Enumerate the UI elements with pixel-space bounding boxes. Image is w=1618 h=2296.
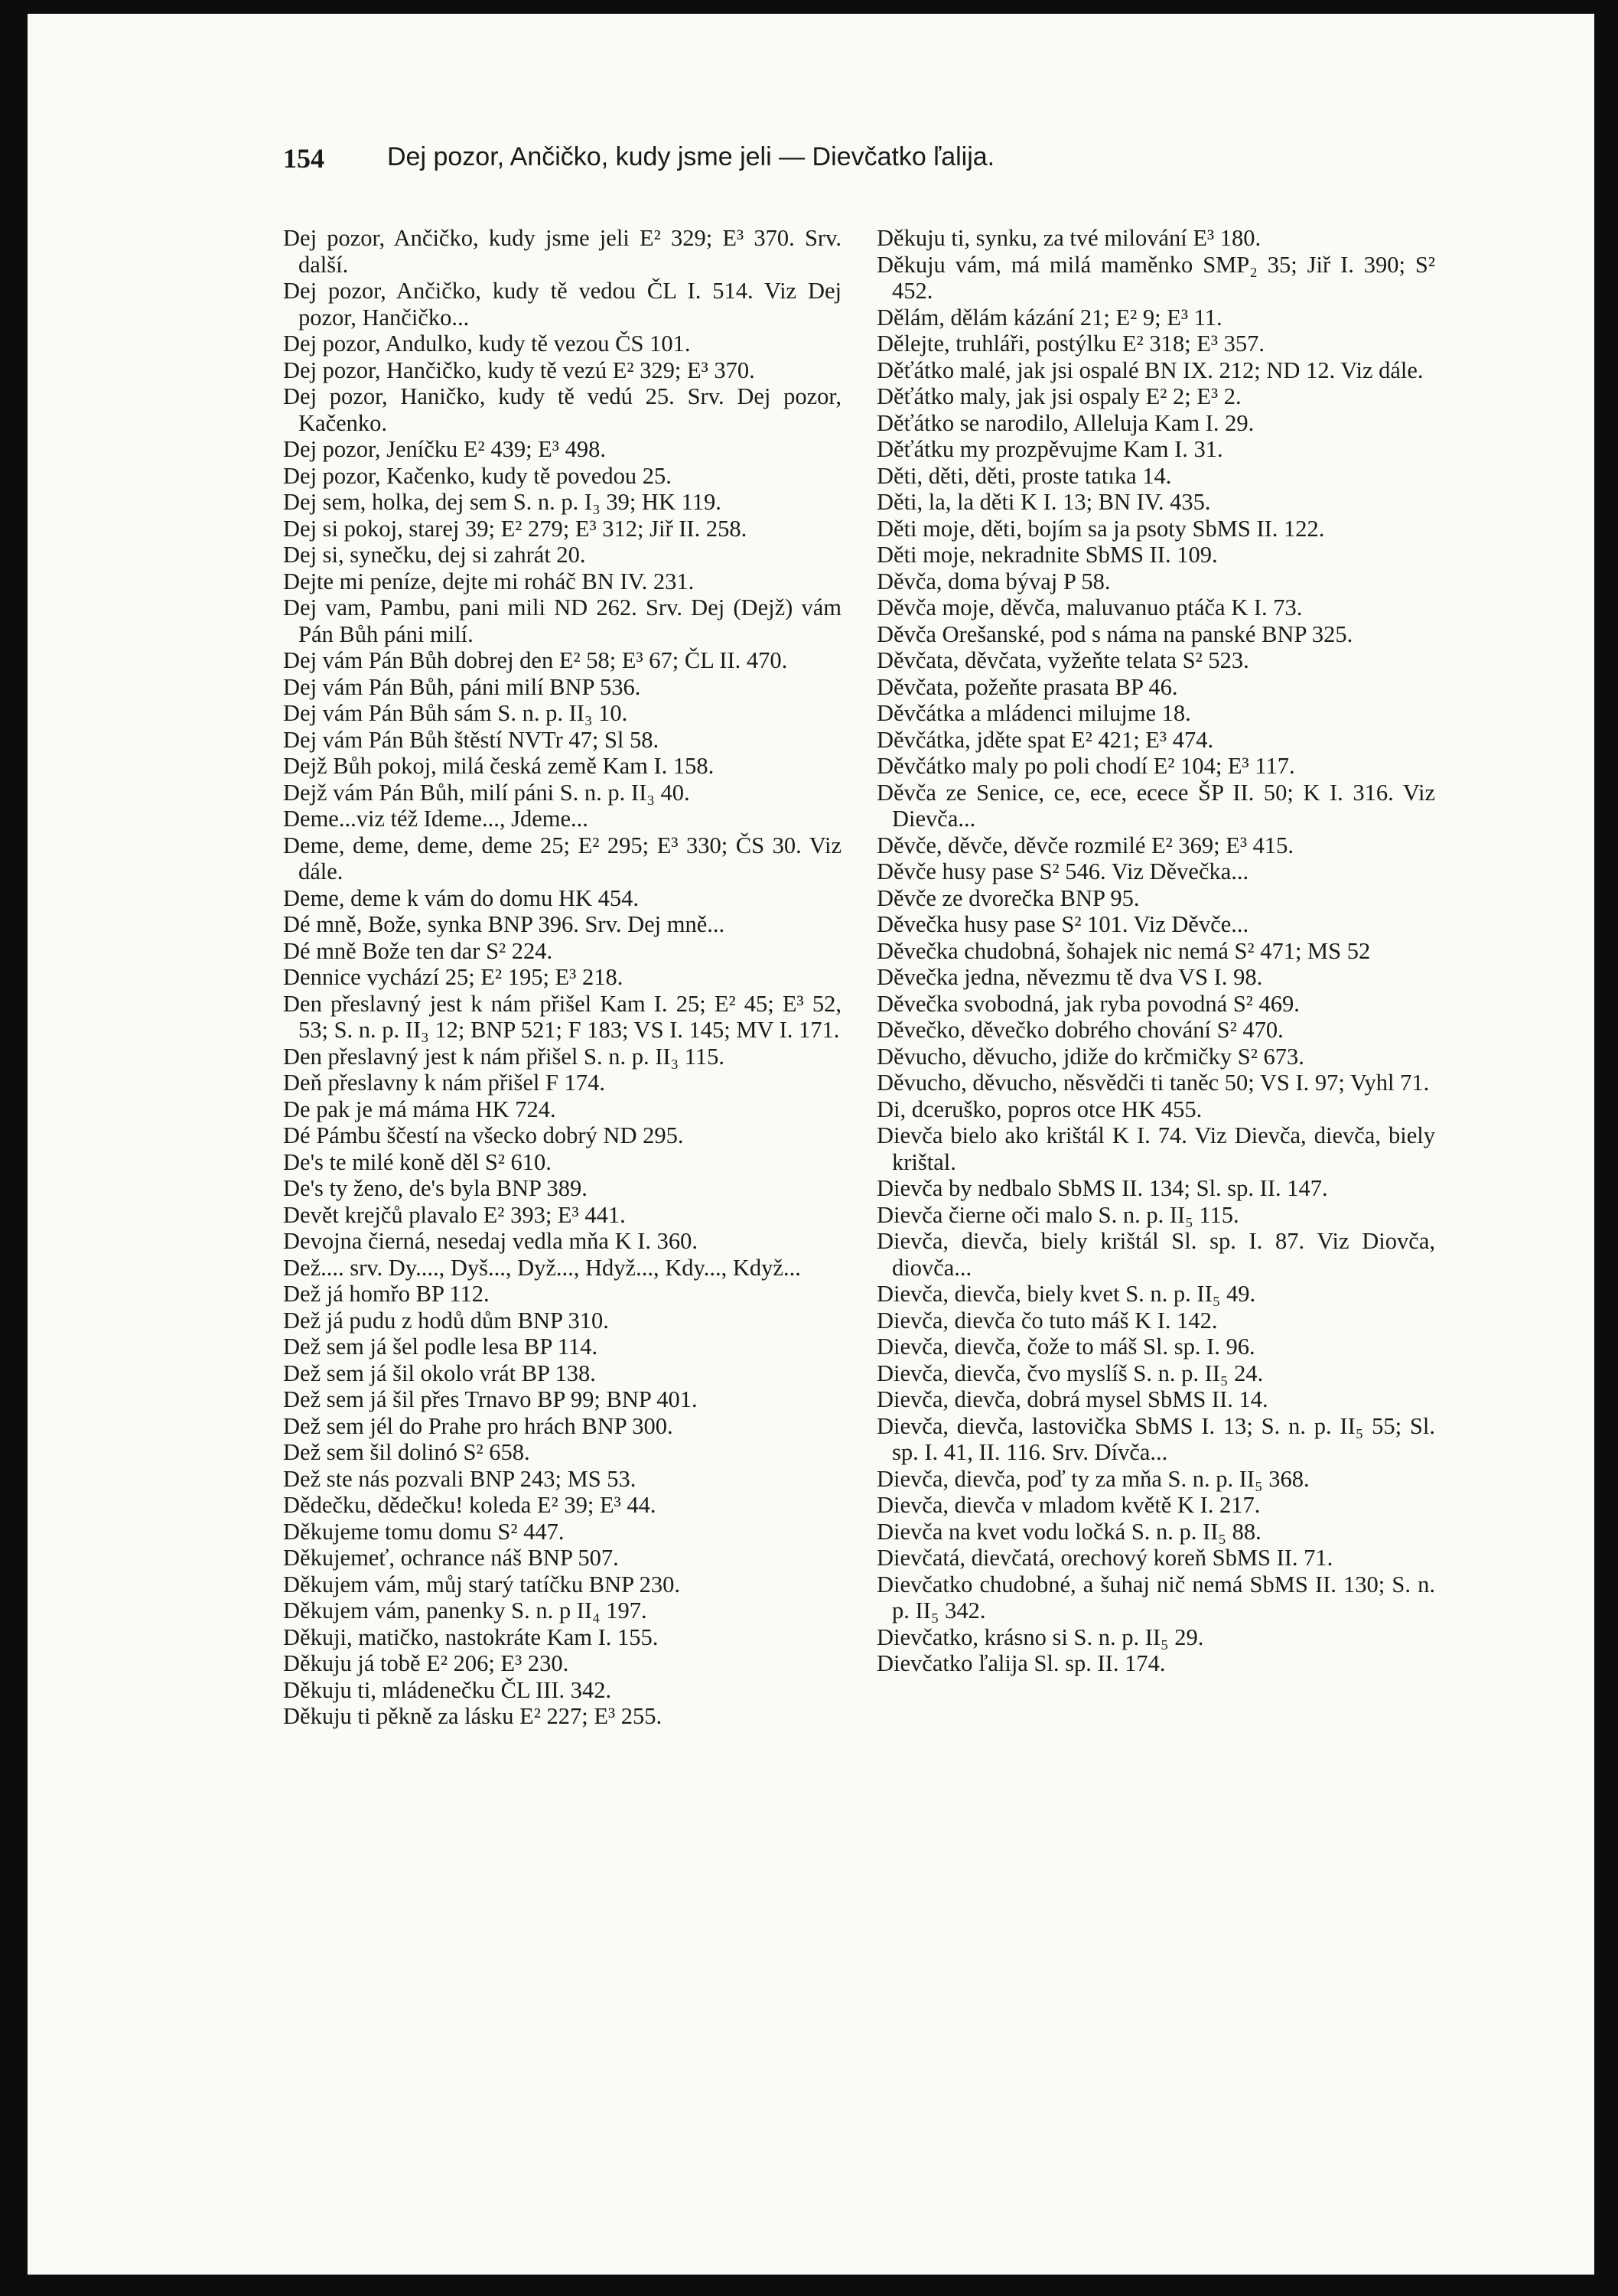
index-entry: Den přeslavný jest k nám přišel Kam I. 25; E² 45; E³ 52, 53; S. n. p. II₃ 12; BNP 521; F 183; VS I. 145; MV I. 171. xyxy=(283,990,842,1043)
index-entry: Dievča by nedbalo SbMS II. 134; Sl. sp. II. 147. xyxy=(877,1175,1328,1201)
index-entry: De's ty ženo, de's byla BNP 389. xyxy=(283,1175,588,1201)
index-entry: Dej vám Pán Bůh dobrej den E² 58; E³ 67; ČL II. 470. xyxy=(283,647,788,673)
index-entry: Dé mně Bože ten dar S² 224. xyxy=(283,937,553,964)
index-entry: Děti moje, nekradnite SbMS II. 109. xyxy=(877,542,1218,568)
index-entry: Dej pozor, Hančičko, kudy tě vezú E² 329; E³ 370. xyxy=(283,357,755,383)
index-entry: Dědečku, dědečku! koleda E² 39; E³ 44. xyxy=(283,1492,656,1518)
index-entry: Děkujem vám, panenky S. n. p II₄ 197. xyxy=(283,1597,647,1623)
index-entry: Děvečka jedna, něvezmu tě dva VS I. 98. xyxy=(877,964,1263,990)
index-entry: Děvče husy pase S² 546. Viz Děvečka... xyxy=(877,858,1249,884)
index-entry: Dej pozor, Haničko, kudy tě vedú 25. Srv. Dej pozor, Kačenko. xyxy=(283,383,842,436)
index-entry: Devojna čierná, nesedaj vedla mňa K I. 360. xyxy=(283,1228,698,1254)
index-entry: Děti, la, la děti K I. 13; BN IV. 435. xyxy=(877,489,1211,515)
index-entry: Dej pozor, Andulko, kudy tě vezou ČS 101. xyxy=(283,331,691,357)
index-entry: Děvečka husy pase S² 101. Viz Děvče... xyxy=(877,911,1249,937)
index-entry: Dež ste nás pozvali BNP 243; MS 53. xyxy=(283,1465,636,1492)
index-entry: Dež.... srv. Dy...., Dyš..., Dyž..., Hdyž..., Kdy..., Když... xyxy=(283,1254,801,1281)
index-entry: Děvčátka a mládenci milujme 18. xyxy=(877,700,1191,726)
index-entry: Dež já homřo BP 112. xyxy=(283,1281,490,1307)
index-entry: Dejte mi peníze, dejte mi roháč BN IV. 231. xyxy=(283,568,695,594)
index-entry: Děvčata, požeňte prasata BP 46. xyxy=(877,673,1178,700)
index-entry: Dievča, dievča, čože to máš Sl. sp. I. 96. xyxy=(877,1334,1255,1360)
index-entry: Děťátko malé, jak jsi ospalé BN IX. 212; ND 12. Viz dále. xyxy=(877,357,1424,383)
index-entry: Dež sem já šil okolo vrát BP 138. xyxy=(283,1360,596,1386)
index-entry: Dež sem já šil přes Trnavo BP 99; BNP 401. xyxy=(283,1386,698,1412)
right-column xyxy=(877,225,1435,1677)
index-entry: Děti, děti, děti, proste tatıka 14. xyxy=(877,462,1172,489)
index-entry: Děkujemeť, ochrance náš BNP 507. xyxy=(283,1545,619,1571)
index-entry: Děvča ze Senice, ce, ece, ecece ŠP II. 50; K I. 316. Viz Dievča... xyxy=(877,779,1435,832)
index-entry: Dej pozor, Ančičko, kudy jsme jeli E² 329; E³ 370. Srv. další. xyxy=(283,225,842,278)
index-entry: Děvucho, děvucho, jdiže do krčmičky S² 673. xyxy=(877,1043,1304,1070)
page-number: 154 xyxy=(283,143,324,174)
index-entry: Děkuju já tobě E² 206; E³ 230. xyxy=(283,1650,569,1676)
index-entry: Dež sem já šel podle lesa BP 114. xyxy=(283,1334,598,1360)
index-entry: Dé mně, Bože, synka BNP 396. Srv. Dej mně... xyxy=(283,911,725,937)
index-entry: Děvucho, děvucho, něsvědči ti taněc 50; VS I. 97; Vyhl 71. xyxy=(877,1070,1430,1096)
index-entry: Dievčatko, krásno si S. n. p. II₅ 29. xyxy=(877,1623,1204,1650)
index-entry: Děťátko maly, jak jsi ospaly E² 2; E³ 2. xyxy=(877,383,1242,409)
index-entry: Dievčatko ľalija Sl. sp. II. 174. xyxy=(877,1650,1166,1676)
index-entry: Dievča bielo ako krištál K I. 74. Viz Dievča, dievča, biely krištal. xyxy=(877,1122,1435,1175)
index-entry: Dievča, dievča čo tuto máš K I. 142. xyxy=(877,1307,1218,1334)
index-entry: Dievča, dievča, poď ty za mňa S. n. p. II₅ 368. xyxy=(877,1465,1310,1492)
index-entry: Dievča čierne oči malo S. n. p. II₅ 115. xyxy=(877,1201,1239,1228)
running-title: Dej pozor, Ančičko, kudy jsme jeli — Dievčatko ľalija. xyxy=(387,142,995,171)
index-entry: Dej si, synečku, dej si zahrát 20. xyxy=(283,542,586,568)
index-entry: Dež sem jél do Prahe pro hrách BNP 300. xyxy=(283,1412,673,1439)
index-entry: Dievča, dievča, dobrá mysel SbMS II. 14. xyxy=(877,1386,1268,1412)
index-entry: Děvčátko maly po poli chodí E² 104; E³ 117. xyxy=(877,753,1295,779)
index-entry: Děti moje, děti, bojím sa ja psoty SbMS II. 122. xyxy=(877,515,1325,542)
index-entry: Děvča, doma bývaj P 58. xyxy=(877,568,1111,594)
index-entry: Deme, deme k vám do domu HK 454. xyxy=(283,884,640,911)
index-entry: Dělejte, truhláři, postýlku E² 318; E³ 357. xyxy=(877,331,1265,357)
index-entry: Děvče ze dvorečka BNP 95. xyxy=(877,884,1140,911)
index-entry: Děvečka chudobná, šohajek nic nemá S² 471; MS 52 xyxy=(877,937,1371,964)
index-entry: Děťátko se narodilo, Alleluja Kam I. 29. xyxy=(877,409,1255,436)
index-entry: Deň přeslavny k nám přišel F 174. xyxy=(283,1070,605,1096)
index-entry: Děkuju ti pěkně za lásku E² 227; E³ 255. xyxy=(283,1703,663,1729)
index-entry: Dievča, dievča, lastovička SbMS I. 13; S. n. p. II₅ 55; Sl. sp. I. 41, II. 116. Srv. Dívča... xyxy=(877,1412,1435,1465)
page xyxy=(28,14,1594,2275)
index-entry: Dievčatko chudobné, a šuhaj nič nemá SbMS II. 130; S. n. p. II₅ 342. xyxy=(877,1571,1435,1623)
index-entry: Di, dceruško, popros otce HK 455. xyxy=(877,1096,1203,1122)
index-entry: Dej pozor, Jeníčku E² 439; E³ 498. xyxy=(283,436,606,462)
index-entry: Děkuju vám, má milá maměnko SMP₂ 35; Jiř I. 390; S² 452. xyxy=(877,251,1435,304)
index-entry: Děkuju ti, mládenečku ČL III. 342. xyxy=(283,1676,612,1703)
index-entry: Dělám, dělám kázání 21; E² 9; E³ 11. xyxy=(877,304,1222,331)
index-entry: Děvečko, děvečko dobrého chování S² 470. xyxy=(877,1017,1284,1043)
index-entry: Děkuji, matičko, nastokráte Kam I. 155. xyxy=(283,1623,659,1650)
index-entry: Děvčátka, jděte spat E² 421; E³ 474. xyxy=(877,726,1214,753)
index-entry: Dievča, dievča, čvo myslíš S. n. p. II₅ 24. xyxy=(877,1360,1264,1386)
index-entry: Dej vám Pán Bůh štěstí NVTr 47; Sl 58. xyxy=(283,726,659,753)
index-entry: De pak je má máma HK 724. xyxy=(283,1096,556,1122)
index-entry: Dež já pudu z hodů dům BNP 310. xyxy=(283,1307,609,1334)
index-entry: Dievča, dievča, biely krištál Sl. sp. I. 87. Viz Diovča, diovča... xyxy=(877,1228,1435,1281)
index-entry: Dej vám Pán Bůh sám S. n. p. II₃ 10. xyxy=(283,700,628,726)
index-entry: Dennice vychází 25; E² 195; E³ 218. xyxy=(283,964,623,990)
index-entry: Dievča na kvet vodu ločká S. n. p. II₅ 88. xyxy=(877,1518,1262,1545)
index-entry: Děkuju ti, synku, za tvé milování E³ 180. xyxy=(877,225,1262,251)
index-entry: Dej vám Pán Bůh, páni milí BNP 536. xyxy=(283,673,641,700)
index-entry: Dej pozor, Kačenko, kudy tě povedou 25. xyxy=(283,462,672,489)
index-entry: Děkujeme tomu domu S² 447. xyxy=(283,1518,565,1545)
index-entry: Devět krejčů plavalo E² 393; E³ 441. xyxy=(283,1201,626,1228)
index-entry: Děvče, děvče, děvče rozmilé E² 369; E³ 415. xyxy=(877,832,1294,858)
index-entry: Dejž Bůh pokoj, milá česká země Kam I. 158. xyxy=(283,753,715,779)
index-entry: Dejž vám Pán Bůh, milí páni S. n. p. II₃ 40. xyxy=(283,779,690,806)
index-entry: Dé Pámbu ščestí na všecko dobrý ND 295. xyxy=(283,1122,684,1148)
index-entry: Dež sem šil dolinó S² 658. xyxy=(283,1439,530,1465)
index-entry: De's te milé koně děl S² 610. xyxy=(283,1148,552,1175)
index-entry: Deme...viz též Ideme..., Jdeme... xyxy=(283,806,588,832)
index-entry: Dej sem, holka, dej sem S. n. p. I₃ 39; HK 119. xyxy=(283,489,721,515)
index-entry: Dej vam, Pambu, pani mili ND 262. Srv. Dej (Dejž) vám Pán Bůh páni milí. xyxy=(283,594,842,647)
index-entry: Den přeslavný jest k nám přišel S. n. p. II₃ 115. xyxy=(283,1043,725,1070)
index-entry: Děvča moje, děvča, maluvanuo ptáča K I. 73. xyxy=(877,594,1303,620)
index-entry: Dej pozor, Ančičko, kudy tě vedou ČL I. 514. Viz Dej pozor, Hančičko... xyxy=(283,278,842,331)
left-column xyxy=(283,225,842,1730)
index-entry: Dievčatá, dievčatá, orechový koreň SbMS II. 71. xyxy=(877,1545,1333,1571)
index-entry: Děvčata, děvčata, vyžeňte telata S² 523. xyxy=(877,647,1249,673)
index-entry: Děťátku my prozpěvujme Kam I. 31. xyxy=(877,436,1223,462)
index-entry: Dievča, dievča v mladom květě K I. 217. xyxy=(877,1492,1261,1518)
index-entry: Deme, deme, deme, deme 25; E² 295; E³ 330; ČS 30. Viz dále. xyxy=(283,832,842,884)
index-entry: Děvča Orešanské, pod s náma na panské BNP 325. xyxy=(877,620,1353,647)
index-entry: Děvečka svobodná, jak ryba povodná S² 469. xyxy=(877,990,1300,1017)
index-entry: Dej si pokoj, starej 39; E² 279; E³ 312; Jiř II. 258. xyxy=(283,515,747,542)
index-entry: Dievča, dievča, biely kvet S. n. p. II₅ 49. xyxy=(877,1281,1256,1307)
index-entry: Děkujem vám, můj starý tatíčku BNP 230. xyxy=(283,1571,680,1597)
